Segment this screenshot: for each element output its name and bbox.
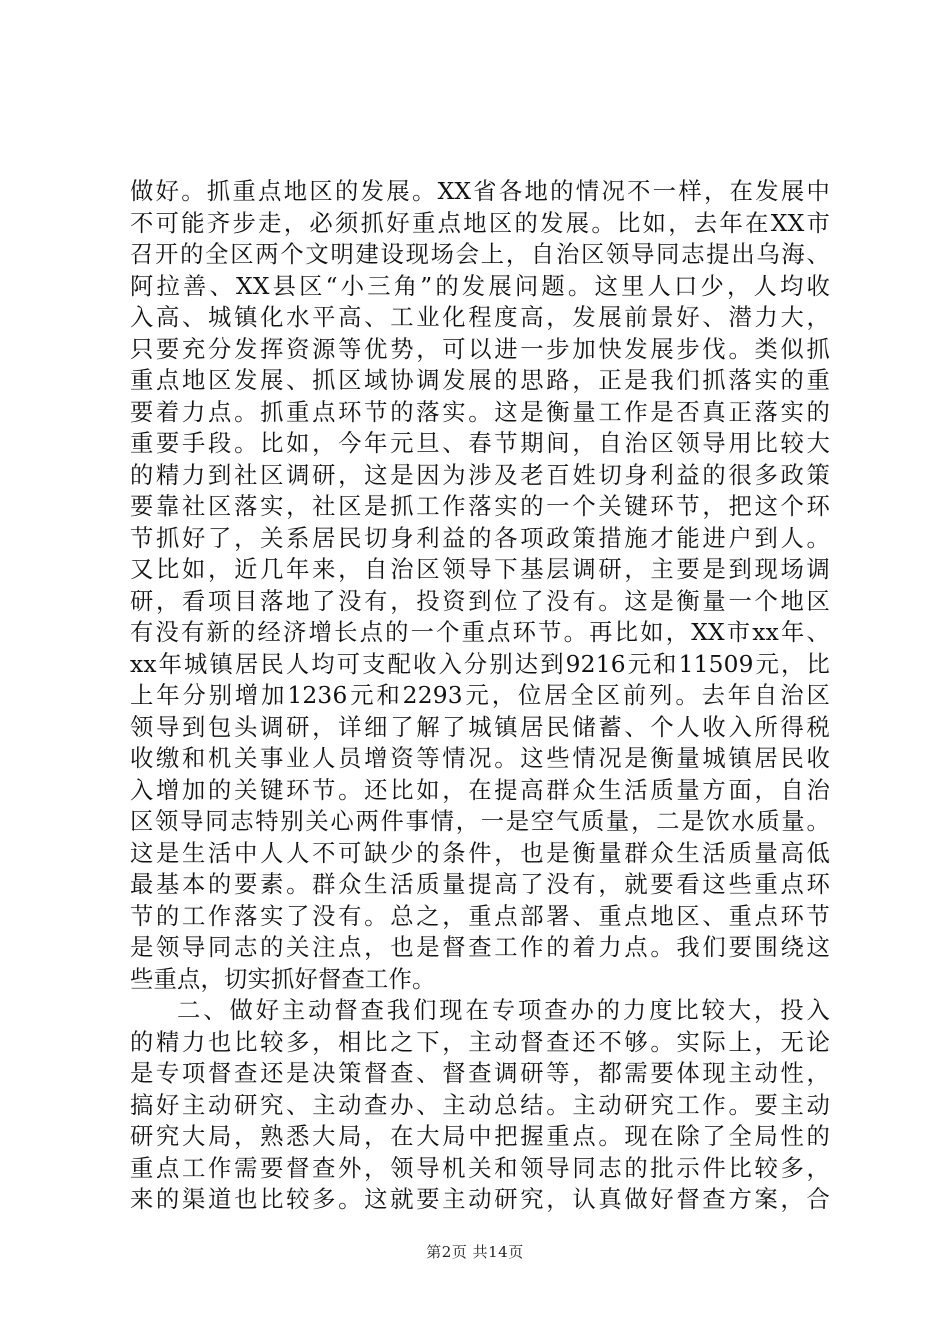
text-line: 些重点，切实抓好督查工作。 xyxy=(130,965,436,993)
text-line: xx年城镇居民人均可支配收入分别达到9216元和11509元，比 xyxy=(130,650,830,678)
text-line: 又比如，近几年来，自治区领导下基层调研，主要是到现场调 xyxy=(130,556,830,583)
text-line: 收缴和机关事业人员增资等情况。这些情况是衡量城镇居民收 xyxy=(130,745,830,772)
page-footer: 第2页 共14页 xyxy=(426,1243,524,1261)
text-line: 做好。抓重点地区的发展。XX省各地的情况不一样，在发展中 xyxy=(130,178,830,205)
text-line: 不可能齐步走，必须抓好重点地区的发展。比如，去年在XX市 xyxy=(130,209,830,237)
text-line: 有没有新的经济增长点的一个重点环节。再比如，XX市xx年、 xyxy=(130,619,830,646)
text-line: 阿拉善、XX县区“小三角”的发展问题。这里人口少，人均收 xyxy=(130,272,830,300)
text-line: 入高、城镇化水平高、工业化程度高，发展前景好、潜力大， xyxy=(130,304,830,331)
text-line: 这是生活中人人不可缺少的条件，也是衡量群众生活质量高低 xyxy=(130,839,830,867)
text-line: 的精力到社区调研，这是因为涉及老百姓切身利益的很多政策 xyxy=(130,461,830,489)
text-line: 重要手段。比如，今年元旦、春节期间，自治区领导用比较大 xyxy=(130,430,830,457)
text-line: 搞好主动研究、主动查办、主动总结。主动研究工作。要主动 xyxy=(130,1091,830,1119)
text-line: 领导到包头调研，详细了解了城镇居民储蓄、个人收入所得税 xyxy=(130,713,830,741)
text-line: 是领导同志的关注点，也是督查工作的着力点。我们要围绕这 xyxy=(130,934,830,961)
text-line: 重点工作需要督查外，领导机关和领导同志的批示件比较多， xyxy=(130,1154,830,1182)
text-line: 重点地区发展、抓区域协调发展的思路，正是我们抓落实的重 xyxy=(130,367,830,394)
text-line: 研，看项目落地了没有，投资到位了没有。这是衡量一个地区 xyxy=(130,587,830,615)
text-line: 节的工作落实了没有。总之，重点部署、重点地区、重点环节 xyxy=(130,902,830,930)
text-line: 节抓好了，关系居民切身利益的各项政策措施才能进户到人。 xyxy=(130,524,830,552)
text-line: 入增加的关键环节。还比如，在提高群众生活质量方面，自治 xyxy=(130,776,830,804)
text-line: 上年分别增加1236元和2293元，位居全区前列。去年自治区 xyxy=(130,682,830,709)
body-text xyxy=(130,176,830,1216)
text-line: 区领导同志特别关心两件事情，一是空气质量，二是饮水质量。 xyxy=(130,808,830,835)
text-line: 要着力点。抓重点环节的落实。这是衡量工作是否真正落实的 xyxy=(130,398,830,426)
text-line: 二、做好主动督查我们现在专项查办的力度比较大，投入 xyxy=(177,997,830,1024)
text-line: 要靠社区落实，社区是抓工作落实的一个关键环节，把这个环 xyxy=(130,493,830,520)
text-line: 是专项督查还是决策督查、督查调研等，都需要体现主动性， xyxy=(130,1060,830,1087)
text-line: 研究大局，熟悉大局，在大局中把握重点。现在除了全局性的 xyxy=(130,1123,830,1150)
text-line: 的精力也比较多，相比之下，主动督查还不够。实际上，无论 xyxy=(130,1028,830,1056)
text-line: 只要充分发挥资源等优势，可以进一步加快发展步伐。类似抓 xyxy=(130,335,830,363)
text-line: 召开的全区两个文明建设现场会上，自治区领导同志提出乌海、 xyxy=(130,241,830,268)
text-line: 来的渠道也比较多。这就要主动研究，认真做好督查方案，合 xyxy=(130,1186,830,1213)
text-line: 最基本的要素。群众生活质量提高了没有，就要看这些重点环 xyxy=(130,871,830,898)
